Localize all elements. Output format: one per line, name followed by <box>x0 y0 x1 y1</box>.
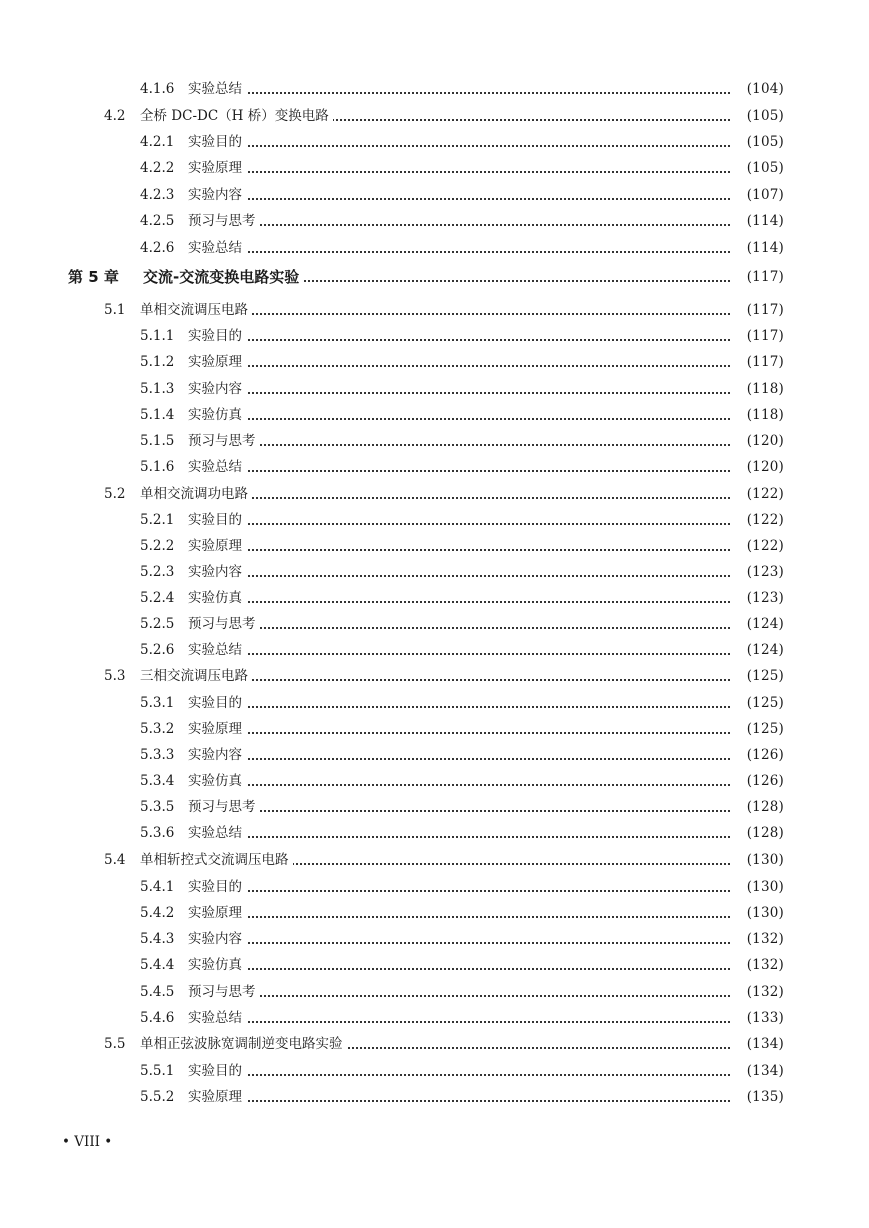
toc-subsection-entry[interactable] <box>0 955 869 975</box>
toc-entry-number: 5.2.1 <box>140 512 175 528</box>
toc-entry-title: 实验内容 <box>188 929 246 949</box>
toc-entry-title: 实验目的 <box>188 510 246 530</box>
toc-entry-page: (128) <box>746 825 784 841</box>
toc-leader-dots <box>188 92 730 94</box>
toc-leader-dots <box>188 995 730 997</box>
toc-entry-page: (105) <box>746 108 784 124</box>
toc-entry-page: (107) <box>746 187 784 203</box>
toc-leader-dots <box>188 1100 730 1102</box>
toc-entry-number: 5.2 <box>104 486 126 502</box>
toc-subsection-entry[interactable] <box>0 745 869 765</box>
toc-entry-page: (105) <box>746 134 784 150</box>
toc-subsection-entry[interactable] <box>0 79 869 99</box>
toc-entry-number: 5.1.2 <box>140 354 175 370</box>
toc-subsection-entry[interactable] <box>0 536 869 556</box>
toc-entry-number: 5.2.3 <box>140 564 175 580</box>
toc-entry-title: 实验内容 <box>188 185 246 205</box>
toc-entry-number: 5.1.4 <box>140 407 175 423</box>
toc-entry-page: (117) <box>746 354 784 370</box>
page-folio: • VIII • <box>62 1134 113 1150</box>
toc-entry-title: 实验目的 <box>188 877 246 897</box>
toc-entry-number: 5.2.6 <box>140 642 175 658</box>
toc-entry-number: 4.2.1 <box>140 134 175 150</box>
toc-entry-title: 单相正弦波脉宽调制逆变电路实验 <box>140 1034 347 1054</box>
toc-subsection-entry[interactable] <box>0 510 869 530</box>
toc-entry-page: (132) <box>746 984 784 1000</box>
toc-leader-dots <box>188 198 730 200</box>
toc-entry-title: 实验内容 <box>188 745 246 765</box>
toc-entry-number: 5.3.1 <box>140 695 175 711</box>
toc-entry-title: 实验原理 <box>188 1087 246 1107</box>
toc-entry-number: 5.4.6 <box>140 1010 175 1026</box>
toc-entry-title: 预习与思考 <box>188 982 260 1002</box>
toc-leader-dots <box>188 1021 730 1023</box>
toc-entry-number: 5.5.1 <box>140 1063 175 1079</box>
toc-subsection-entry[interactable] <box>0 588 869 608</box>
toc-leader-dots <box>188 810 730 812</box>
toc-chapter-entry[interactable] <box>0 267 869 287</box>
toc-subsection-entry[interactable] <box>0 185 869 205</box>
toc-entry-number: 5.2.4 <box>140 590 175 606</box>
toc-entry-page: (130) <box>746 852 784 868</box>
toc-entry-title: 实验仿真 <box>188 588 246 608</box>
toc-entry-title: 实验原理 <box>188 352 246 372</box>
toc-entry-page: (123) <box>746 564 784 580</box>
toc-entry-title: 实验目的 <box>188 1061 246 1081</box>
toc-entry-number: 5.4.2 <box>140 905 175 921</box>
toc-subsection-entry[interactable] <box>0 379 869 399</box>
toc-entry-number: 5.4.1 <box>140 879 175 895</box>
toc-entry-number: 5.4.4 <box>140 957 175 973</box>
toc-entry-number: 5.5 <box>104 1036 126 1052</box>
toc-subsection-entry[interactable] <box>0 797 869 817</box>
toc-entry-title: 预习与思考 <box>188 614 260 634</box>
toc-leader-dots <box>188 418 730 420</box>
toc-entry-number: 5.1.6 <box>140 459 175 475</box>
toc-subsection-entry[interactable] <box>0 982 869 1002</box>
toc-entry-title: 实验原理 <box>188 719 246 739</box>
toc-subsection-entry[interactable] <box>0 719 869 739</box>
toc-subsection-entry[interactable] <box>0 238 869 258</box>
toc-entry-title: 三相交流调压电路 <box>140 666 252 686</box>
toc-subsection-entry[interactable] <box>0 693 869 713</box>
toc-entry-number: 5.2.5 <box>140 616 175 632</box>
toc-subsection-entry[interactable] <box>0 326 869 346</box>
toc-entry-page: (124) <box>746 616 784 632</box>
toc-entry-number: 5.4.3 <box>140 931 175 947</box>
toc-leader-dots <box>188 575 730 577</box>
toc-leader-dots <box>188 224 730 226</box>
toc-leader-dots <box>188 942 730 944</box>
toc-entry-number: 5.3 <box>104 668 126 684</box>
toc-entry-page: (125) <box>746 695 784 711</box>
toc-leader-dots <box>188 251 730 253</box>
toc-entry-number: 4.2.2 <box>140 160 175 176</box>
toc-entry-page: (122) <box>746 538 784 554</box>
toc-entry-page: (118) <box>746 381 784 397</box>
toc-subsection-entry[interactable] <box>0 1061 869 1081</box>
toc-leader-dots <box>188 339 730 341</box>
toc-leader-dots <box>188 890 730 892</box>
toc-entry-title: 实验原理 <box>188 158 246 178</box>
toc-leader-dots <box>188 653 730 655</box>
toc-section-entry[interactable] <box>0 300 869 320</box>
toc-entry-page: (135) <box>746 1089 784 1105</box>
toc-leader-dots <box>188 549 730 551</box>
toc-entry-title: 实验仿真 <box>188 405 246 425</box>
toc-entry-title: 实验原理 <box>188 536 246 556</box>
toc-leader-dots <box>188 470 730 472</box>
toc-entry-title: 实验内容 <box>188 562 246 582</box>
toc-section-entry[interactable] <box>0 1034 869 1054</box>
toc-entry-number: 5.3.4 <box>140 773 175 789</box>
toc-entry-page: (120) <box>746 433 784 449</box>
toc-entry-title: 预习与思考 <box>188 211 260 231</box>
toc-section-entry[interactable] <box>0 850 869 870</box>
toc-subsection-entry[interactable] <box>0 132 869 152</box>
toc-entry-title: 实验总结 <box>188 457 246 477</box>
toc-entry-page: (128) <box>746 799 784 815</box>
toc-entry-number: 4.2 <box>104 108 126 124</box>
toc-leader-dots <box>188 836 730 838</box>
toc-subsection-entry[interactable] <box>0 823 869 843</box>
toc-entry-number: 5.4 <box>104 852 126 868</box>
toc-entry-page: (126) <box>746 747 784 763</box>
toc-subsection-entry[interactable] <box>0 405 869 425</box>
toc-leader-dots <box>188 706 730 708</box>
toc-entry-title: 全桥 DC-DC（H 桥）变换电路 <box>140 106 333 126</box>
toc-entry-page: (122) <box>746 512 784 528</box>
toc-leader-dots <box>188 523 730 525</box>
toc-entry-number: 4.1.6 <box>140 81 175 97</box>
toc-entry-number: 4.2.3 <box>140 187 175 203</box>
toc-entry-title: 实验总结 <box>188 238 246 258</box>
toc-entry-number: 5.5.2 <box>140 1089 175 1105</box>
toc-entry-page: (117) <box>746 328 784 344</box>
toc-subsection-entry[interactable] <box>0 771 869 791</box>
toc-entry-page: (130) <box>746 905 784 921</box>
toc-entry-page: (120) <box>746 459 784 475</box>
toc-entry-page: (104) <box>746 81 784 97</box>
toc-subsection-entry[interactable] <box>0 903 869 923</box>
toc-leader-dots <box>188 444 730 446</box>
toc-entry-title: 实验内容 <box>188 379 246 399</box>
toc-entry-title: 实验仿真 <box>188 771 246 791</box>
toc-entry-number: 5.3.6 <box>140 825 175 841</box>
toc-entry-page: (114) <box>746 213 784 229</box>
toc-entry-page: (118) <box>746 407 784 423</box>
toc-section-entry[interactable] <box>0 484 869 504</box>
toc-entry-title: 单相交流调压电路 <box>140 300 252 320</box>
toc-entry-page: (105) <box>746 160 784 176</box>
toc-entry-page: (130) <box>746 879 784 895</box>
toc-subsection-entry[interactable] <box>0 562 869 582</box>
toc-subsection-entry[interactable] <box>0 640 869 660</box>
toc-entry-title: 实验目的 <box>188 132 246 152</box>
toc-entry-page: (134) <box>746 1063 784 1079</box>
toc-section-entry[interactable] <box>0 106 869 126</box>
toc-entry-page: (122) <box>746 486 784 502</box>
toc-entry-page: (133) <box>746 1010 784 1026</box>
toc-leader-dots <box>188 758 730 760</box>
toc-entry-number: 5.1.3 <box>140 381 175 397</box>
toc-leader-dots <box>188 392 730 394</box>
toc-entry-number: 5.3.2 <box>140 721 175 737</box>
toc-subsection-entry[interactable] <box>0 1008 869 1028</box>
toc-leader-dots <box>188 627 730 629</box>
toc-entry-page: (125) <box>746 668 784 684</box>
toc-entry-title: 预习与思考 <box>188 797 260 817</box>
toc-entry-title: 实验总结 <box>188 823 246 843</box>
toc-entry-page: (124) <box>746 642 784 658</box>
toc-entry-page: (117) <box>746 302 784 318</box>
toc-leader-dots <box>188 365 730 367</box>
toc-entry-number: 5.3.3 <box>140 747 175 763</box>
toc-entry-title: 单相斩控式交流调压电路 <box>140 850 293 870</box>
toc-subsection-entry[interactable] <box>0 431 869 451</box>
toc-leader-dots <box>188 145 730 147</box>
toc-entry-title: 预习与思考 <box>188 431 260 451</box>
toc-entry-title: 实验仿真 <box>188 955 246 975</box>
toc-entry-title: 实验原理 <box>188 903 246 923</box>
toc-subsection-entry[interactable] <box>0 1087 869 1107</box>
toc-entry-number: 5.1.5 <box>140 433 175 449</box>
toc-entry-page: (114) <box>746 240 784 256</box>
toc-entry-number: 4.2.5 <box>140 213 175 229</box>
toc-leader-dots <box>188 784 730 786</box>
toc-leader-dots <box>188 732 730 734</box>
toc-entry-title: 实验总结 <box>188 640 246 660</box>
toc-entry-title: 实验目的 <box>188 326 246 346</box>
toc-subsection-entry[interactable] <box>0 614 869 634</box>
toc-subsection-entry[interactable] <box>0 352 869 372</box>
toc-entry-number: 5.1 <box>104 302 126 318</box>
toc-leader-dots <box>188 171 730 173</box>
toc-subsection-entry[interactable] <box>0 211 869 231</box>
toc-entry-page: (132) <box>746 957 784 973</box>
toc-entry-number: 5.3.5 <box>140 799 175 815</box>
toc-section-entry[interactable] <box>0 666 869 686</box>
toc-entry-page: (117) <box>746 269 784 285</box>
toc-subsection-entry[interactable] <box>0 877 869 897</box>
toc-entry-number: 4.2.6 <box>140 240 175 256</box>
toc-subsection-entry[interactable] <box>0 457 869 477</box>
toc-entry-number: 5.1.1 <box>140 328 175 344</box>
toc-subsection-entry[interactable] <box>0 158 869 178</box>
toc-subsection-entry[interactable] <box>0 929 869 949</box>
toc-entry-page: (126) <box>746 773 784 789</box>
toc-entry-title: 实验总结 <box>188 1008 246 1028</box>
toc-entry-page: (125) <box>746 721 784 737</box>
toc-entry-title: 交流-交流变换电路实验 <box>143 267 303 287</box>
toc-leader-dots <box>188 916 730 918</box>
toc-entry-number: 第 5 章 <box>68 268 119 286</box>
toc-entry-page: (132) <box>746 931 784 947</box>
toc-leader-dots <box>188 968 730 970</box>
toc-entry-title: 实验目的 <box>188 693 246 713</box>
toc-entry-title: 实验总结 <box>188 79 246 99</box>
toc-entry-page: (123) <box>746 590 784 606</box>
toc-entry-number: 5.4.5 <box>140 984 175 1000</box>
toc-entry-number: 5.2.2 <box>140 538 175 554</box>
toc-entry-title: 单相交流调功电路 <box>140 484 252 504</box>
toc-leader-dots <box>188 1074 730 1076</box>
toc-entry-page: (134) <box>746 1036 784 1052</box>
toc-leader-dots <box>188 601 730 603</box>
